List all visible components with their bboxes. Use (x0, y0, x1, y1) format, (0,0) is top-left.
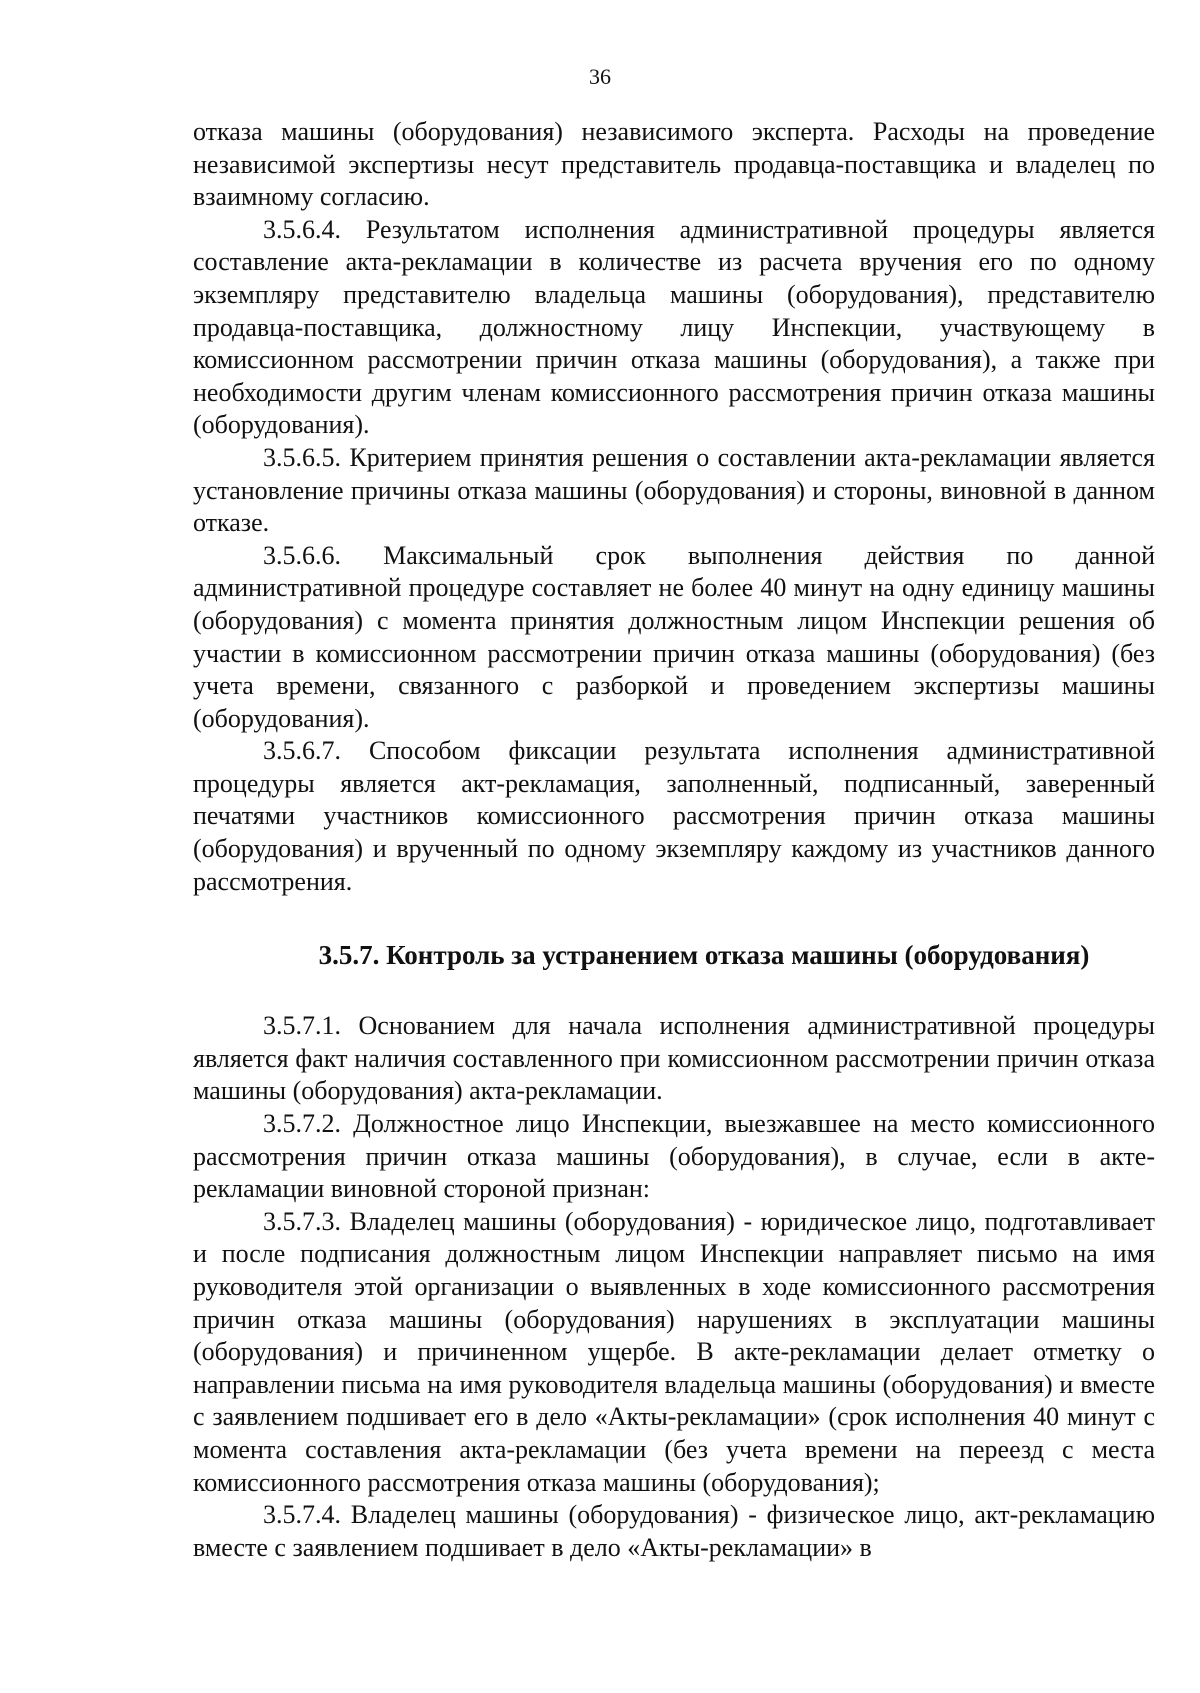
paragraph-3-5-6-7: 3.5.6.7. Способом фиксации результата исполнения административной процедуры является акт-рекламация, заполненный, подписанный, заверенный печатями участников комиссионного рассмотрения причин отказа машины (оборудования) и врученный по одному экземпляру каждому из участников данного рассмотрения. (193, 736, 1155, 896)
paragraph-3-5-7-3: 3.5.7.3. Владелец машины (оборудования) - юридическое лицо, подготавливает и после подписания должностным лицом Инспекции направляет письмо на имя руководителя этой организации о выявленных в ходе комиссионного рассмотрения причин отказа машины (оборудования) нарушениях в эксплуатации машины (оборудования) и причиненном ущербе. В акте-рекламации делает отметку о направлении письма на имя руководителя владельца машины (оборудования) и вместе с заявлением подшивает его в дело «Акты-рекламации» (срок исполнения 40 минут с момента составления акта-рекламации (без учета времени на переезд с места комиссионного рассмотрения отказа машины (оборудования); (193, 1206, 1155, 1497)
paragraph-3-5-7-2: 3.5.7.2. Должностное лицо Инспекции, выезжавшее на место комиссионного рассмотрения причин отказа машины (оборудования), в случае, если в акте-рекламации виновной стороной признан: (193, 1109, 1155, 1204)
section-heading-3-5-7: 3.5.7. Контроль за устранением отказа машины (оборудования) (318, 940, 1090, 971)
paragraph-3-5-7-4: 3.5.7.4. Владелец машины (оборудования) - физическое лицо, акт-рекламацию вместе с заявлением подшивает в дело «Акты-рекламации» в (193, 1500, 1155, 1562)
paragraph-3-5-6-5: 3.5.6.5. Критерием принятия решения о составлении акта-рекламации является установление причины отказа машины (оборудования) и стороны, виновной в данном отказе. (193, 442, 1155, 538)
paragraph-continuation: отказа машины (оборудования) независимого эксперта. Расходы на проведение независимой экспертизы несут представитель продавца-поставщика и владелец по взаимному согласию. (193, 117, 1155, 212)
paragraph-3-5-7-1: 3.5.7.1. Основанием для начала исполнения административной процедуры является факт наличия составленного при комиссионном рассмотрении причин отказа машины (оборудования) акта-рекламации. (193, 1011, 1155, 1106)
paragraph-3-5-6-4: 3.5.6.4. Результатом исполнения административной процедуры является составление акта-рекламации в количестве из расчета вручения его по одному экземпляру представителю владельца машины (оборудования), представителю продавца-поставщика, должностному лицу Инспекции, участвующему в комиссионном рассмотрении причин отказа машины (оборудования), а также при необходимости другим членам комиссионного рассмотрения причин отказа машины (оборудования). (193, 214, 1155, 440)
paragraph-3-5-6-6: 3.5.6.6. Максимальный срок выполнения действия по данной административной процедуре составляет не более 40 минут на одну единицу машины (оборудования) с момента принятия должностным лицом Инспекции решения об участии в комиссионном рассмотрении причин отказа машины (оборудования) (без учета времени, связанного с разборкой и проведением экспертизы машины (оборудования). (193, 540, 1155, 733)
page-number: 36 (589, 64, 611, 89)
document-body (193, 116, 1155, 1564)
